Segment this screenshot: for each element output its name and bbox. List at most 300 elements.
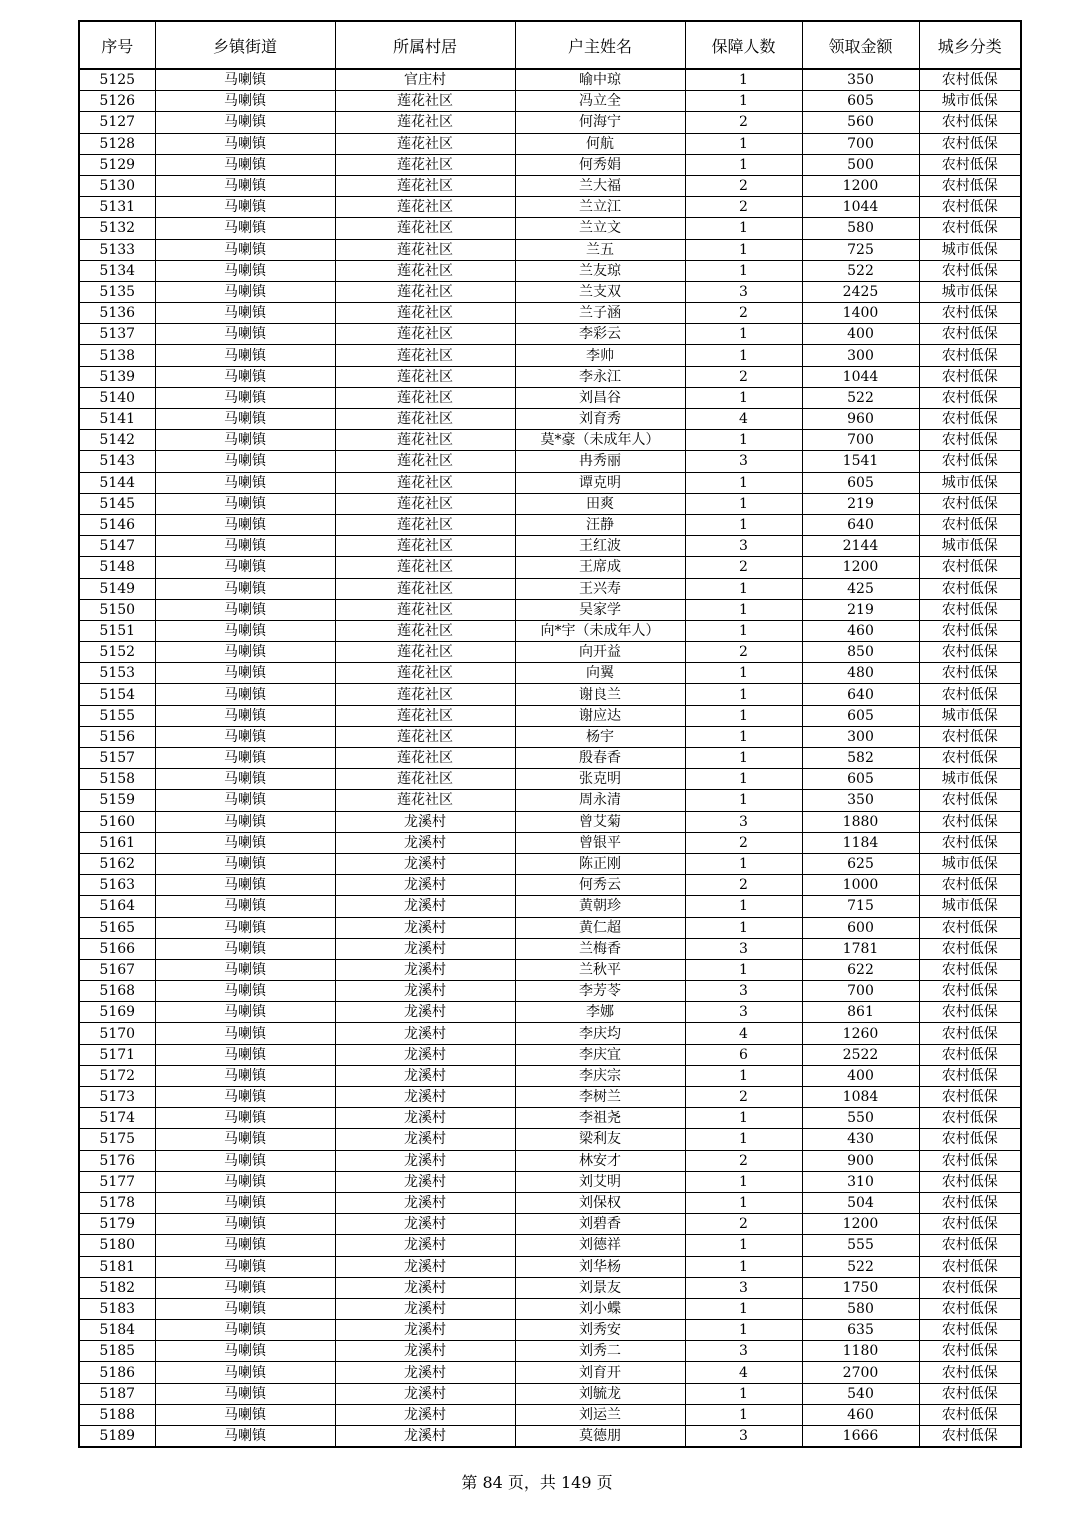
cell-category: 农村低保 [919,748,1021,769]
cell-village: 龙溪村 [335,1341,515,1362]
cell-covered-persons: 1 [685,1129,802,1150]
cell-township: 马喇镇 [155,91,335,112]
cell-amount: 300 [802,726,919,747]
cell-index: 5174 [79,1108,155,1129]
cell-amount: 1200 [802,557,919,578]
cell-village: 莲花社区 [335,578,515,599]
cell-amount: 1666 [802,1426,919,1448]
table-row [79,1320,1021,1341]
cell-index: 5159 [79,790,155,811]
cell-village: 龙溪村 [335,811,515,832]
cell-index: 5148 [79,557,155,578]
cell-category: 农村低保 [919,1383,1021,1404]
cell-township: 马喇镇 [155,875,335,896]
cell-village: 莲花社区 [335,726,515,747]
cell-householder: 喻中琼 [515,69,685,91]
cell-covered-persons: 1 [685,430,802,451]
cell-index: 5126 [79,91,155,112]
cell-index: 5143 [79,451,155,472]
cell-index: 5176 [79,1150,155,1171]
cell-village: 莲花社区 [335,642,515,663]
cell-index: 5175 [79,1129,155,1150]
cell-covered-persons: 3 [685,981,802,1002]
cell-index: 5181 [79,1256,155,1277]
cell-householder: 汪静 [515,514,685,535]
header-amount: 领取金额 [802,21,919,69]
cell-category: 农村低保 [919,430,1021,451]
cell-covered-persons: 2 [685,642,802,663]
cell-index: 5179 [79,1214,155,1235]
cell-category: 农村低保 [919,451,1021,472]
cell-index: 5185 [79,1341,155,1362]
cell-village: 莲花社区 [335,472,515,493]
cell-covered-persons: 1 [685,663,802,684]
table-row [79,345,1021,366]
cell-covered-persons: 2 [685,875,802,896]
cell-householder: 梁利友 [515,1129,685,1150]
cell-category: 农村低保 [919,514,1021,535]
cell-township: 马喇镇 [155,790,335,811]
table-row [79,430,1021,451]
cell-category: 城市低保 [919,769,1021,790]
cell-category: 城市低保 [919,536,1021,557]
cell-category: 农村低保 [919,260,1021,281]
cell-township: 马喇镇 [155,1171,335,1192]
cell-village: 莲花社区 [335,620,515,641]
cell-township: 马喇镇 [155,197,335,218]
cell-amount: 1541 [802,451,919,472]
cell-index: 5155 [79,705,155,726]
cell-householder: 刘秀安 [515,1320,685,1341]
cell-covered-persons: 6 [685,1044,802,1065]
cell-category: 农村低保 [919,1087,1021,1108]
cell-householder: 李庆宗 [515,1065,685,1086]
cell-covered-persons: 1 [685,69,802,91]
table-row [79,1341,1021,1362]
table-row [79,175,1021,196]
cell-householder: 兰大福 [515,175,685,196]
cell-village: 龙溪村 [335,1065,515,1086]
cell-householder: 兰立文 [515,218,685,239]
cell-village: 龙溪村 [335,1277,515,1298]
cell-index: 5164 [79,896,155,917]
table-row [79,599,1021,620]
cell-township: 马喇镇 [155,620,335,641]
cell-township: 马喇镇 [155,536,335,557]
cell-township: 马喇镇 [155,1404,335,1425]
cell-covered-persons: 1 [685,91,802,112]
table-row [79,790,1021,811]
cell-category: 农村低保 [919,1235,1021,1256]
cell-index: 5163 [79,875,155,896]
cell-amount: 522 [802,260,919,281]
cell-index: 5136 [79,303,155,324]
cell-amount: 522 [802,387,919,408]
cell-amount: 715 [802,896,919,917]
cell-township: 马喇镇 [155,112,335,133]
table-row [79,409,1021,430]
cell-village: 莲花社区 [335,112,515,133]
cell-amount: 700 [802,430,919,451]
cell-householder: 刘华杨 [515,1256,685,1277]
cell-category: 城市低保 [919,239,1021,260]
cell-amount: 1180 [802,1341,919,1362]
cell-index: 5184 [79,1320,155,1341]
cell-amount: 640 [802,684,919,705]
cell-village: 莲花社区 [335,387,515,408]
cell-village: 龙溪村 [335,959,515,980]
cell-householder: 曾艾菊 [515,811,685,832]
cell-index: 5187 [79,1383,155,1404]
cell-village: 莲花社区 [335,748,515,769]
cell-township: 马喇镇 [155,472,335,493]
cell-index: 5178 [79,1192,155,1213]
cell-village: 龙溪村 [335,1235,515,1256]
table-row [79,853,1021,874]
cell-householder: 谭克明 [515,472,685,493]
cell-amount: 310 [802,1171,919,1192]
cell-category: 农村低保 [919,938,1021,959]
cell-amount: 2144 [802,536,919,557]
cell-village: 龙溪村 [335,1002,515,1023]
table-row [79,938,1021,959]
cell-village: 莲花社区 [335,790,515,811]
cell-amount: 219 [802,599,919,620]
cell-householder: 李帅 [515,345,685,366]
cell-index: 5156 [79,726,155,747]
table-row [79,91,1021,112]
cell-covered-persons: 1 [685,1235,802,1256]
cell-village: 龙溪村 [335,1087,515,1108]
cell-covered-persons: 1 [685,1383,802,1404]
cell-householder: 刘景友 [515,1277,685,1298]
cell-householder: 李庆均 [515,1023,685,1044]
cell-index: 5147 [79,536,155,557]
cell-village: 莲花社区 [335,345,515,366]
cell-category: 农村低保 [919,1044,1021,1065]
cell-amount: 725 [802,239,919,260]
cell-covered-persons: 1 [685,853,802,874]
cell-amount: 430 [802,1129,919,1150]
cell-category: 城市低保 [919,853,1021,874]
cell-covered-persons: 1 [685,1192,802,1213]
table-row [79,260,1021,281]
cell-township: 马喇镇 [155,218,335,239]
cell-householder: 何秀娟 [515,154,685,175]
cell-index: 5158 [79,769,155,790]
cell-village: 龙溪村 [335,875,515,896]
cell-village: 龙溪村 [335,1129,515,1150]
cell-category: 农村低保 [919,1341,1021,1362]
cell-village: 龙溪村 [335,1150,515,1171]
cell-amount: 560 [802,112,919,133]
cell-householder: 兰友琼 [515,260,685,281]
cell-category: 农村低保 [919,493,1021,514]
cell-category: 农村低保 [919,959,1021,980]
cell-covered-persons: 1 [685,748,802,769]
cell-category: 农村低保 [919,1129,1021,1150]
table-row [79,1108,1021,1129]
cell-category: 农村低保 [919,599,1021,620]
cell-covered-persons: 2 [685,1087,802,1108]
cell-covered-persons: 2 [685,1214,802,1235]
cell-township: 马喇镇 [155,1320,335,1341]
cell-township: 马喇镇 [155,430,335,451]
cell-category: 农村低保 [919,557,1021,578]
cell-index: 5135 [79,281,155,302]
cell-village: 龙溪村 [335,938,515,959]
table-row [79,218,1021,239]
cell-amount: 900 [802,1150,919,1171]
cell-householder: 刘昌谷 [515,387,685,408]
cell-index: 5140 [79,387,155,408]
table-row [79,1277,1021,1298]
cell-covered-persons: 1 [685,154,802,175]
table-row [79,239,1021,260]
cell-householder: 向开益 [515,642,685,663]
cell-index: 5149 [79,578,155,599]
cell-village: 莲花社区 [335,536,515,557]
cell-amount: 582 [802,748,919,769]
cell-category: 农村低保 [919,387,1021,408]
cell-category: 农村低保 [919,1002,1021,1023]
cell-householder: 刘毓龙 [515,1383,685,1404]
table-row [79,472,1021,493]
table-row [79,1087,1021,1108]
cell-village: 莲花社区 [335,514,515,535]
cell-village: 龙溪村 [335,1298,515,1319]
table-row [79,1362,1021,1383]
cell-township: 马喇镇 [155,324,335,345]
cell-householder: 林安才 [515,1150,685,1171]
cell-index: 5172 [79,1065,155,1086]
cell-township: 马喇镇 [155,451,335,472]
cell-category: 农村低保 [919,1171,1021,1192]
cell-householder: 黄仁超 [515,917,685,938]
cell-village: 官庄村 [335,69,515,91]
cell-township: 马喇镇 [155,493,335,514]
table-row [79,726,1021,747]
cell-village: 龙溪村 [335,1044,515,1065]
cell-householder: 刘保权 [515,1192,685,1213]
cell-householder: 兰梅香 [515,938,685,959]
cell-amount: 1044 [802,366,919,387]
cell-householder: 何秀云 [515,875,685,896]
table-row [79,642,1021,663]
table-row [79,811,1021,832]
cell-township: 马喇镇 [155,1362,335,1383]
cell-householder: 刘小蝶 [515,1298,685,1319]
cell-amount: 300 [802,345,919,366]
cell-township: 马喇镇 [155,1214,335,1235]
cell-covered-persons: 4 [685,1023,802,1044]
cell-covered-persons: 1 [685,599,802,620]
cell-village: 莲花社区 [335,366,515,387]
cell-covered-persons: 1 [685,896,802,917]
cell-village: 龙溪村 [335,917,515,938]
cell-covered-persons: 1 [685,218,802,239]
cell-householder: 刘艾明 [515,1171,685,1192]
cell-index: 5129 [79,154,155,175]
cell-category: 农村低保 [919,366,1021,387]
cell-category: 农村低保 [919,133,1021,154]
cell-village: 龙溪村 [335,1171,515,1192]
cell-village: 莲花社区 [335,239,515,260]
table-row [79,684,1021,705]
cell-village: 龙溪村 [335,1214,515,1235]
cell-township: 马喇镇 [155,1341,335,1362]
table-row [79,154,1021,175]
table-row [79,1044,1021,1065]
cell-index: 5134 [79,260,155,281]
cell-amount: 1260 [802,1023,919,1044]
cell-township: 马喇镇 [155,917,335,938]
table-row [79,1171,1021,1192]
cell-householder: 张克明 [515,769,685,790]
cell-township: 马喇镇 [155,578,335,599]
cell-amount: 460 [802,1404,919,1425]
cell-amount: 460 [802,620,919,641]
cell-covered-persons: 1 [685,133,802,154]
cell-village: 龙溪村 [335,1023,515,1044]
cell-category: 农村低保 [919,811,1021,832]
cell-category: 农村低保 [919,218,1021,239]
table-row [79,1256,1021,1277]
cell-township: 马喇镇 [155,1256,335,1277]
cell-householder: 王席成 [515,557,685,578]
cell-township: 马喇镇 [155,514,335,535]
cell-village: 莲花社区 [335,451,515,472]
cell-village: 莲花社区 [335,493,515,514]
cell-householder: 兰支双 [515,281,685,302]
cell-amount: 580 [802,1298,919,1319]
cell-covered-persons: 2 [685,557,802,578]
cell-category: 农村低保 [919,1426,1021,1448]
cell-covered-persons: 1 [685,684,802,705]
cell-covered-persons: 1 [685,1256,802,1277]
table-row [79,536,1021,557]
cell-amount: 635 [802,1320,919,1341]
cell-covered-persons: 3 [685,1277,802,1298]
table-row [79,1235,1021,1256]
header-category: 城乡分类 [919,21,1021,69]
cell-category: 城市低保 [919,705,1021,726]
table-row [79,1298,1021,1319]
cell-covered-persons: 1 [685,790,802,811]
cell-category: 农村低保 [919,620,1021,641]
cell-householder: 莫*豪（未成年人） [515,430,685,451]
cell-village: 龙溪村 [335,832,515,853]
cell-householder: 兰秋平 [515,959,685,980]
cell-amount: 219 [802,493,919,514]
cell-index: 5133 [79,239,155,260]
table-row [79,1426,1021,1448]
cell-index: 5170 [79,1023,155,1044]
cell-category: 农村低保 [919,197,1021,218]
table-row [79,705,1021,726]
table-row [79,197,1021,218]
cell-index: 5132 [79,218,155,239]
cell-category: 农村低保 [919,303,1021,324]
cell-township: 马喇镇 [155,663,335,684]
cell-village: 莲花社区 [335,599,515,620]
cell-covered-persons: 4 [685,1362,802,1383]
cell-index: 5167 [79,959,155,980]
cell-index: 5146 [79,514,155,535]
cell-amount: 1880 [802,811,919,832]
cell-village: 龙溪村 [335,853,515,874]
cell-amount: 1084 [802,1087,919,1108]
header-householder: 户主姓名 [515,21,685,69]
table-row [79,1404,1021,1425]
cell-village: 龙溪村 [335,1404,515,1425]
cell-householder: 刘德祥 [515,1235,685,1256]
cell-householder: 谢良兰 [515,684,685,705]
cell-category: 城市低保 [919,896,1021,917]
cell-category: 农村低保 [919,832,1021,853]
cell-index: 5154 [79,684,155,705]
cell-amount: 1184 [802,832,919,853]
cell-covered-persons: 2 [685,303,802,324]
cell-township: 马喇镇 [155,1002,335,1023]
cell-amount: 861 [802,1002,919,1023]
cell-amount: 555 [802,1235,919,1256]
cell-householder: 冉秀丽 [515,451,685,472]
cell-amount: 480 [802,663,919,684]
cell-householder: 刘碧香 [515,1214,685,1235]
cell-category: 农村低保 [919,1320,1021,1341]
cell-index: 5171 [79,1044,155,1065]
cell-township: 马喇镇 [155,133,335,154]
cell-amount: 400 [802,324,919,345]
cell-index: 5139 [79,366,155,387]
cell-householder: 莫德朋 [515,1426,685,1448]
cell-covered-persons: 1 [685,1320,802,1341]
cell-amount: 1781 [802,938,919,959]
cell-index: 5177 [79,1171,155,1192]
cell-index: 5157 [79,748,155,769]
cell-township: 马喇镇 [155,1023,335,1044]
cell-covered-persons: 1 [685,705,802,726]
cell-covered-persons: 1 [685,1404,802,1425]
cell-category: 城市低保 [919,281,1021,302]
cell-township: 马喇镇 [155,769,335,790]
cell-village: 龙溪村 [335,1426,515,1448]
cell-householder: 田爽 [515,493,685,514]
cell-amount: 960 [802,409,919,430]
cell-township: 马喇镇 [155,832,335,853]
table-row [79,578,1021,599]
cell-township: 马喇镇 [155,557,335,578]
table-row [79,917,1021,938]
cell-householder: 吴家学 [515,599,685,620]
cell-amount: 1000 [802,875,919,896]
cell-amount: 540 [802,1383,919,1404]
cell-householder: 殷春香 [515,748,685,769]
cell-amount: 605 [802,91,919,112]
cell-covered-persons: 1 [685,493,802,514]
cell-township: 马喇镇 [155,959,335,980]
cell-index: 5152 [79,642,155,663]
cell-amount: 1200 [802,1214,919,1235]
cell-amount: 700 [802,981,919,1002]
cell-index: 5131 [79,197,155,218]
cell-covered-persons: 3 [685,281,802,302]
table-row [79,875,1021,896]
cell-amount: 1044 [802,197,919,218]
cell-category: 城市低保 [919,91,1021,112]
table-row [79,1002,1021,1023]
